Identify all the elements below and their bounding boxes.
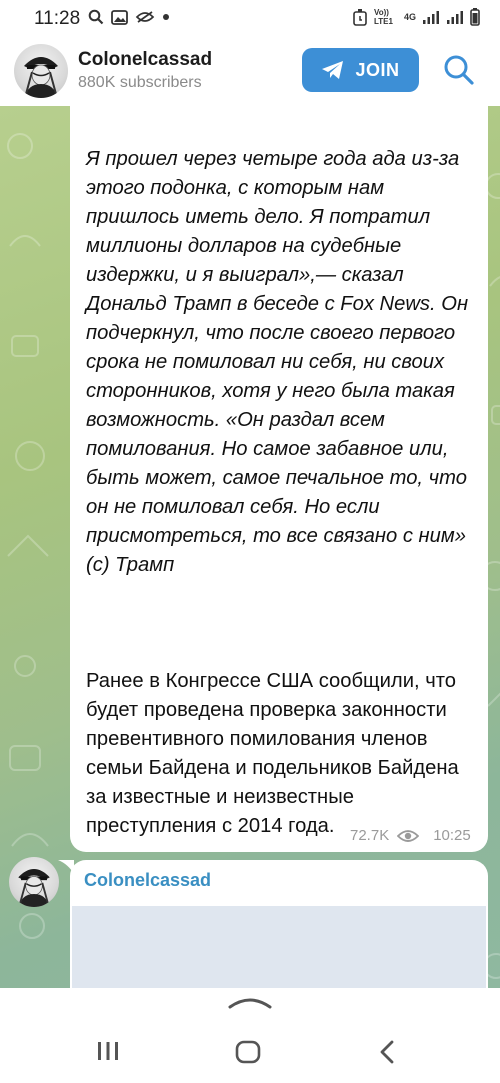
alarm-icon (352, 8, 368, 26)
status-time: 11:28 (34, 8, 81, 29)
message-meta (350, 827, 471, 844)
signal-icon (422, 10, 440, 24)
channel-title[interactable]: Colonelcassad (78, 49, 213, 70)
chevron-up-icon[interactable] (228, 995, 272, 1009)
volte-indicator: Vo)) LTE1 (373, 8, 393, 26)
image-icon (111, 10, 128, 25)
4g-indicator: 4G (403, 12, 416, 22)
eye-off-icon (135, 10, 155, 24)
message-time: 10:25 (433, 827, 471, 844)
subscriber-count: 880K subscribers (78, 74, 202, 91)
status-bar (0, 0, 500, 36)
avatar-portrait-icon (14, 44, 68, 98)
post-paragraph-news: Ранее в Конгрессе США сообщили, что будет проведена проверка законности превентивного помилования членов семьи Байдена и подельников Байдена за известные и неизвестные преступления с 2014 года. (86, 670, 459, 837)
dot-icon (162, 13, 170, 21)
home-icon[interactable] (235, 1040, 261, 1064)
next-post-avatar[interactable] (9, 857, 59, 907)
back-icon[interactable] (378, 1040, 396, 1064)
battery-icon (470, 8, 480, 26)
bubble-tail (58, 860, 74, 874)
join-button[interactable] (302, 48, 419, 92)
signal-icon (446, 10, 464, 24)
next-post-author[interactable]: Colonelcassad (84, 870, 212, 890)
view-count: 72.7K (350, 827, 390, 844)
telegram-plane-icon (321, 60, 345, 80)
status-left-icons (88, 9, 170, 25)
media-preview[interactable] (72, 906, 486, 988)
avatar-portrait-icon (9, 857, 59, 907)
search-icon[interactable] (441, 52, 477, 88)
status-right-icons (352, 8, 480, 26)
channel-avatar[interactable] (14, 44, 68, 98)
recent-apps-icon[interactable] (96, 1040, 120, 1062)
channel-header (0, 36, 500, 107)
post-text (86, 116, 480, 870)
join-button-label: JOIN (355, 59, 400, 80)
eye-icon (397, 829, 419, 843)
post-paragraph-quote: Я прошел через четыре года ада из-за этого подонка, с которым нам пришлось иметь дело. Я потратил миллионы долларов на судебные издержки, и я выиграл»,— сказал Дональд Трамп в беседе с Fox News. Он подчеркнул, что после своего первого срока не помиловал ни себя, ни своих сторонников, хотя у него была такая возможность. «Он раздал всем помилования. Но самое забавное или, быть может, самое печальное то, что он не помиловал себя. Но если присмотреться, то все связано с ним» (с) Трамп (86, 148, 469, 576)
search-icon (88, 9, 104, 25)
